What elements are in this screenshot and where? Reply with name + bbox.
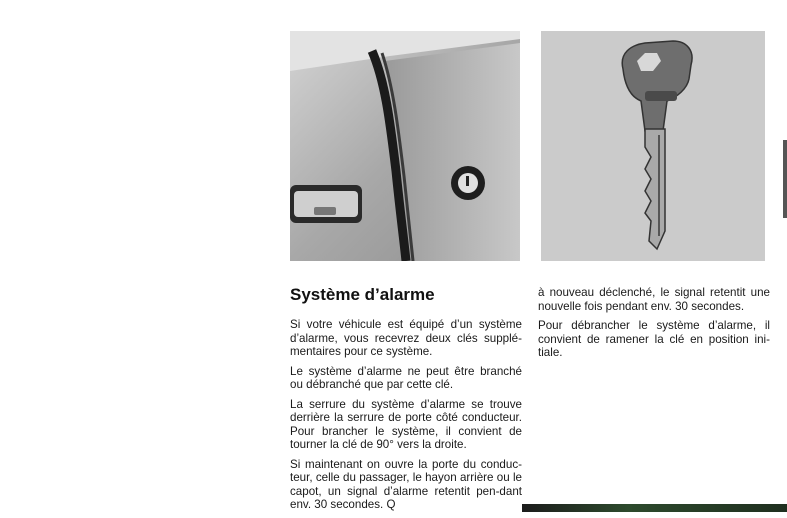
paragraph: Si votre véhicule est équipé d’un système d’alarme, vous recevrez deux clés supplé-mentaires pour ce système. [290,318,522,358]
paragraph: à nouveau déclenché, le signal retentit une nouvelle fois pendant env. 30 secondes. [538,286,770,313]
left-text-column [290,318,522,518]
right-text-column [538,286,770,366]
key-illustration [541,31,765,261]
key-photo [541,31,765,261]
paragraph: La serrure du système d’alarme se trouve derrière la serrure de porte côté conducteur. Pour brancher le système, il convient de tourner la clé de 90° vers la droite. [290,397,522,451]
page-edge-tab [783,140,787,218]
scan-edge [522,504,787,512]
paragraph: Pour débrancher le système d’alarme, il convient de ramener la clé en position ini-tiale. [538,319,770,359]
door-lock-illustration [290,31,520,261]
section-title: Système d’alarme [290,285,435,304]
paragraph: Si maintenant on ouvre la porte du conduc-teur, celle du passager, le hayon arrière ou le capot, un signal d’alarme retentit pen-dant env. 30 secondes. Q [290,457,522,511]
door-lock-photo [290,31,520,261]
paragraph: Le système d’alarme ne peut être branché ou débranché que par cette clé. [290,364,522,391]
